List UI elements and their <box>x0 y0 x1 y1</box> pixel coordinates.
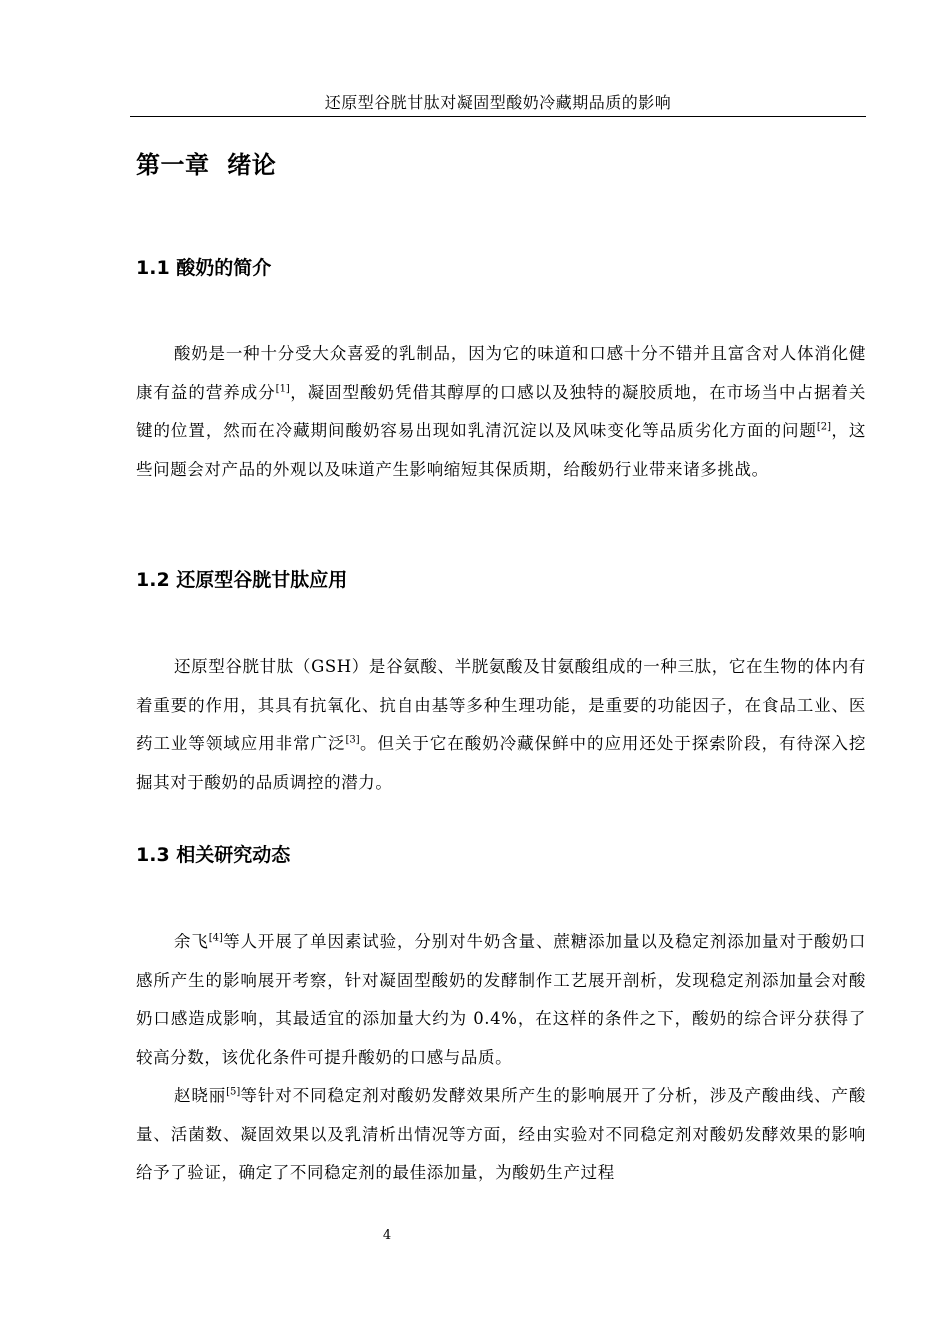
citation-ref[interactable]: [4] <box>208 932 223 944</box>
paragraph-research-zhaoxiaoli <box>136 1077 866 1193</box>
paragraph-text: 还原型谷胱甘肽（GSH）是谷氨酸、半胱氨酸及甘氨酸组成的一种三肽，它在生物的体内有着重要的作用，其具有抗氧化、抗自由基等多种生理功能，是重要的功能因子，在食品工业、医药工业等领域应用非常广泛 <box>136 657 866 753</box>
paragraph-text: 等人开展了单因素试验，分别对牛奶含量、蔗糖添加量以及稳定剂添加量对于酸奶口感所产生的影响展开考察，针对凝固型酸奶的发酵制作工艺展开剖析，发现稳定剂添加量会对酸奶口感造成影响，其最适宜的添加量大约为 0.4%，在这样的条件之下，酸奶的综合评分获得了较高分数，该优化条件可提升酸奶的口感与品质。 <box>136 932 866 1067</box>
citation-ref[interactable]: [2] <box>816 421 832 433</box>
running-header: 还原型谷胱甘肽对凝固型酸奶冷藏期品质的影响 <box>324 93 672 112</box>
paragraph-text: 赵晓丽 <box>173 1086 227 1105</box>
chapter-title: 第一章 绪论 <box>136 151 277 179</box>
paragraph-research-yufei <box>136 923 866 1077</box>
paragraph-text: 酸奶是一种十分受大众喜爱的乳制品，因为它的味道和口感十分不错并且富含对人体消化健康有益的营养成分 <box>136 344 866 402</box>
section-title-1-1: 1.1 酸奶的简介 <box>136 257 272 279</box>
paragraph-text: ，这些问题会对产品的外观以及味道产生影响缩短其保质期，给酸奶行业带来诸多挑战。 <box>136 421 866 479</box>
paragraph-text: 等针对不同稳定剂对酸奶发酵效果所产生的影响展开了分析，涉及产酸曲线、产酸量、活菌数、凝固效果以及乳清析出情况等方面，经由实验对不同稳定剂对酸奶发酵效果的影响给予了验证，确定了不同稳定剂的最佳添加量，为酸奶生产过程 <box>136 1086 866 1182</box>
paragraph-text: 。但关于它在酸奶冷藏保鲜中的应用还处于探索阶段，有待深入挖掘其对于酸奶的品质调控的潜力。 <box>136 734 866 792</box>
paragraph-yogurt-intro <box>136 335 866 489</box>
paragraph-text: 余飞 <box>173 932 209 951</box>
citation-ref[interactable]: [5] <box>226 1086 241 1098</box>
citation-ref[interactable]: [1] <box>275 383 290 394</box>
citation-ref[interactable]: [3] <box>345 734 360 746</box>
header-rule <box>130 116 866 117</box>
paragraph-text: ，凝固型酸奶凭借其醇厚的口感以及独特的凝胶质地，在市场当中占据着关键的位置，然而在冷藏期间酸奶容易出现如乳清沉淀以及风味变化等品质劣化方面的问题 <box>136 382 866 440</box>
section-title-1-2: 1.2 还原型谷胱甘肽应用 <box>136 569 348 591</box>
page-number: 4 <box>382 1228 392 1243</box>
paragraph-gsh-application <box>136 648 866 802</box>
section-title-1-3: 1.3 相关研究动态 <box>136 844 291 866</box>
